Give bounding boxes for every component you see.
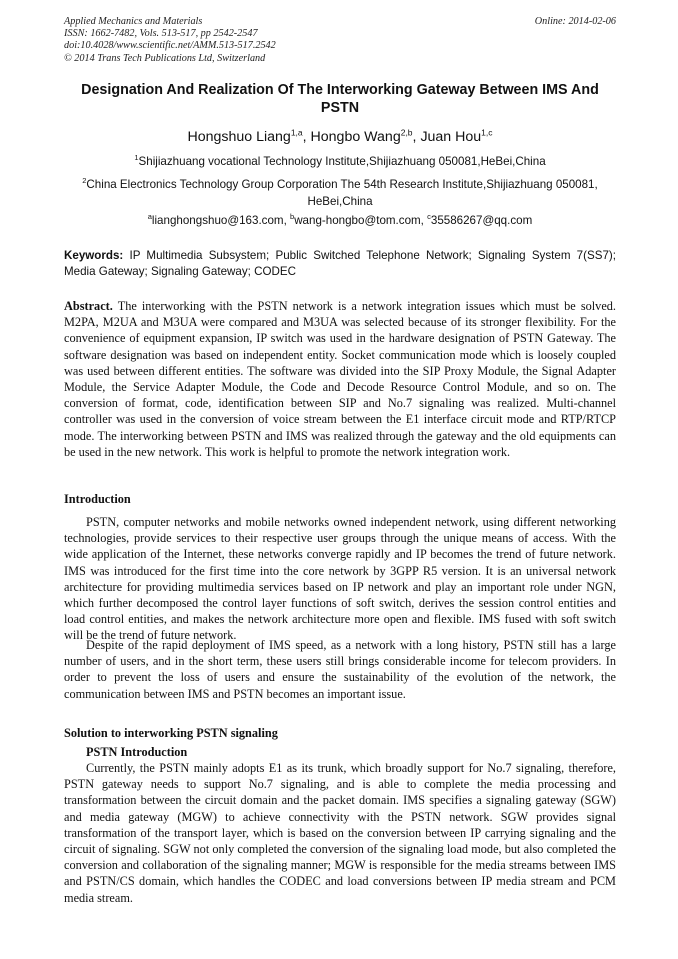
email-marker: a bbox=[147, 212, 152, 222]
affiliation-2 bbox=[64, 176, 616, 210]
journal-name: Applied Mechanics and Materials bbox=[64, 16, 203, 27]
email-marker: b bbox=[290, 212, 295, 222]
author-superscript: 2,b bbox=[400, 127, 413, 138]
affiliation-marker: 1 bbox=[134, 153, 139, 163]
author-superscript: 1,a bbox=[290, 127, 303, 138]
subsection-heading-pstn-introduction: PSTN Introduction bbox=[86, 745, 188, 759]
affiliation-text: Shijiazhuang vocational Technology Institute,Shijiazhuang 050081,HeBei,China bbox=[138, 155, 546, 168]
author-name: Hongshuo Liang bbox=[187, 129, 291, 145]
section-heading-solution: Solution to interworking PSTN signaling bbox=[64, 726, 278, 740]
keywords-label: Keywords: bbox=[64, 249, 124, 262]
paper-title: Designation And Realization Of The Interworking Gateway Between IMS And PSTN bbox=[81, 82, 599, 116]
author-name: Hongbo Wang bbox=[310, 129, 401, 145]
section-heading-introduction: Introduction bbox=[64, 492, 131, 506]
introduction-paragraph: Despite of the rapid deployment of IMS speed, as a network with a long history, PSTN still has a large number of users, and in the short term, these users still brings considerable income for telecom providers. In order to prevent the loss of users and ensure the sustainability of the evolution of the network, the communication between IMS and PSTN becomes an important issue. bbox=[64, 638, 616, 701]
author-superscript: 1,c bbox=[481, 127, 493, 138]
journal-header bbox=[64, 16, 616, 65]
affiliation-marker: 2 bbox=[82, 176, 87, 186]
doi-line: doi:10.4028/www.scientific.net/AMM.513-517.2542 bbox=[64, 40, 276, 52]
copyright-line: © 2014 Trans Tech Publications Ltd, Switzerland bbox=[64, 52, 266, 64]
abstract bbox=[64, 298, 616, 460]
email-address: 35586267@qq.com bbox=[430, 214, 533, 227]
online-date: Online: 2014-02-06 bbox=[534, 16, 616, 27]
author-emails bbox=[64, 212, 616, 229]
affiliation-text: China Electronics Technology Group Corporation The 54th Research Institute,Shijiazhuang 050081, HeBei,China bbox=[86, 178, 598, 208]
author-name: Juan Hou bbox=[420, 129, 482, 145]
email-marker: c bbox=[427, 212, 431, 222]
keywords-text: IP Multimedia Subsystem; Public Switched Telephone Network; Signaling System 7(SS7); Media Gateway; Signaling Gateway; CODEC bbox=[64, 249, 616, 278]
affiliation-1 bbox=[64, 153, 616, 170]
email-address: lianghongshuo@163.com, bbox=[151, 214, 291, 227]
author-list: Hongshuo Liang$^{1,a}$, Hongbo Wang$^{2,b}$, Juan Hou$^{1,c}$ bbox=[187, 127, 493, 145]
issn-line: ISSN: 1662-7482, Vols. 513-517, pp 2542-2547 bbox=[64, 28, 258, 40]
abstract-text: The interworking with the PSTN network is a network integration issues which must be solved. M2PA, M2UA and M3UA were compared and M3UA was selected because of its stronger flexibility. For the convenience of equipment expansion, IP switch was used in the hardware designation of PSTN Gateway. The software designation was based on independent entity. Socket communication mode which is loosely coupled was used between different entities. The software was divided into the SIP Proxy Module, the Signal Adapter Module, the Service Adapter Module, the Code and Decode Resource Control Module, and so on. The conversion of format, code, identification between SIP and No.7 signaling was realized. Multi-channel controller was used in the conversion of voice stream between the E1 interface circuit mode and RTP/RTCP mode. The interworking between PSTN and IMS was realized through the gateway and the old equipments can be used in the new network. This work is helpful to promote the network integration work. bbox=[64, 299, 616, 459]
introduction-paragraph: PSTN, computer networks and mobile networks owned independent network, using different networking technologies, provide services to their respective user groups through the unique means of access. With the wide application of the Internet, these networks converge rapidly and IP becomes the trend of future network. IMS was introduced for the first time into the core network by 3GPP R5 version. It is an universal network architecture for providing multimedia services based on IP network and play an important role under NGN, which further decomposed the control layer functions of soft switch, derives the session control entities and load control entities, and makes the network architecture more open and flexible. IMS fused with soft switch will be the trend of future network. bbox=[64, 515, 616, 643]
email-address: wang-hongbo@tom.com, bbox=[294, 214, 428, 227]
keywords bbox=[64, 248, 616, 279]
abstract-label: Abstract. bbox=[64, 299, 113, 313]
pstn-paragraph: Currently, the PSTN mainly adopts E1 as its trunk, which broadly support for No.7 signaling, therefore, PSTN gateway needs to support No.7 signaling, and is able to complete the media processing and transformation between the circuit domain and the packet domain. IMS specifies a signaling gateway (SGW) and media gateway (MGW) to achieve connectivity with the PSTN network. SGW provides signal transformation of the transport layer, which is based on the conversion between IP carrying signaling and the circuit of signaling. SGW not only completed the conversion of the signaling load mode, but also completed the conversion and collaboration of the signaling manner; MGW is responsible for the media streams between IMS and PSTN/CS domain, which handles the CODEC and load conversions between IP media stream and PCM media stream. bbox=[64, 761, 616, 905]
